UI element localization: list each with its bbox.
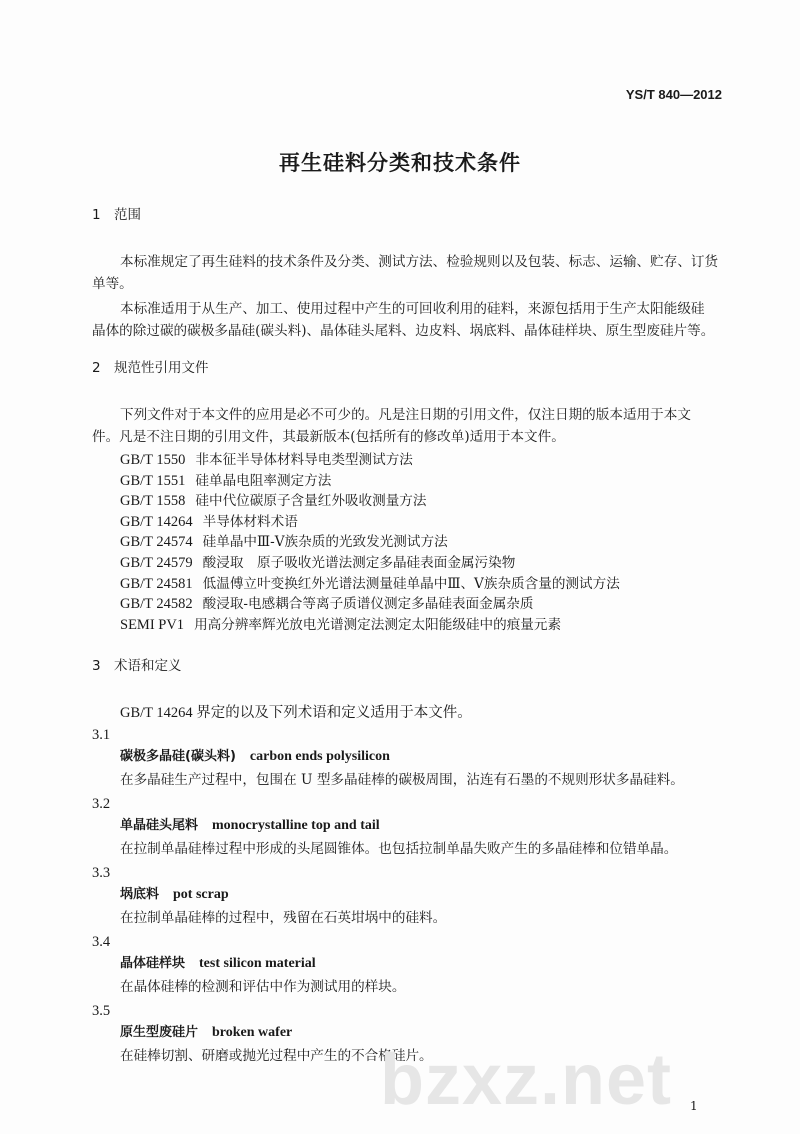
term-english: carbon ends polysilicon bbox=[249, 749, 390, 764]
page-title: 再生硅料分类和技术条件 bbox=[279, 150, 521, 175]
reference-code: GB/T 24579 bbox=[120, 555, 193, 571]
paragraph-line: 本标准适用于从生产、加工、使用过程中产生的可回收利用的硅料，来源包括用于生产太阳能级硅 bbox=[120, 301, 705, 317]
watermark: bzxz.net bbox=[380, 1040, 673, 1120]
term-chinese: 单晶硅头尾料 bbox=[120, 818, 199, 833]
reference-code: GB/T 1551 bbox=[120, 472, 186, 489]
reference-item bbox=[120, 616, 561, 634]
reference-item bbox=[120, 575, 620, 593]
term-heading bbox=[120, 1024, 292, 1042]
term-chinese: 碳极多晶硅(碳头料) bbox=[120, 749, 236, 764]
reference-title: 硅单晶中Ⅲ-Ⅴ族杂质的光致发光测试方法 bbox=[202, 534, 448, 551]
section-title: 规范性引用文件 bbox=[114, 360, 209, 376]
reference-title: 酸浸取 原子吸收光谱法测定多晶硅表面金属污染物 bbox=[202, 555, 516, 571]
paragraph-line: 本标准规定了再生硅料的技术条件及分类、测试方法、检验规则以及包装、标志、运输、贮存、订货 bbox=[120, 254, 719, 270]
paragraph-line: GB/T 14264 界定的以及下列术语和定义适用于本文件。 bbox=[120, 705, 472, 721]
reference-title: 半导体材料术语 bbox=[202, 513, 298, 530]
reference-code: GB/T 1558 bbox=[120, 493, 186, 510]
term-definition: 在拉制单晶硅棒的过程中，残留在石英坩埚中的硅料。 bbox=[120, 910, 447, 926]
reference-code: GB/T 1550 bbox=[120, 452, 186, 468]
term-english: monocrystalline top and tail bbox=[212, 818, 380, 833]
section-heading-normative-references bbox=[92, 359, 209, 377]
term-chinese: 埚底料 bbox=[120, 887, 160, 902]
section-number: 1 bbox=[92, 207, 101, 223]
term-number: 3.4 bbox=[92, 934, 111, 950]
reference-code: SEMI PV1 bbox=[120, 616, 185, 633]
reference-code: GB/T 24581 bbox=[120, 575, 193, 592]
paragraph-line: 单等。 bbox=[92, 276, 133, 292]
reference-item bbox=[120, 595, 534, 613]
page-number: 1 bbox=[690, 1099, 698, 1113]
reference-code: GB/T 24582 bbox=[120, 596, 193, 613]
term-number: 3.2 bbox=[92, 796, 111, 812]
paragraph-line: 下列文件对于本文件的应用是必不可少的。凡是注日期的引用文件，仅注日期的版本适用于本文 bbox=[120, 407, 691, 423]
reference-item bbox=[120, 513, 298, 531]
reference-title: 非本征半导体材料导电类型测试方法 bbox=[195, 452, 413, 468]
section-heading-scope bbox=[92, 206, 141, 224]
term-english: pot scrap bbox=[173, 887, 229, 902]
reference-title: 硅中代位碳原子含量红外吸收测量方法 bbox=[195, 493, 427, 510]
reference-item bbox=[120, 492, 427, 510]
term-definition: 在拉制单晶硅棒过程中形成的头尾圆锥体。也包括拉制单晶失败产生的多晶硅棒和位错单晶。 bbox=[120, 841, 678, 857]
term-number: 3.5 bbox=[92, 1003, 111, 1019]
reference-title: 酸浸取-电感耦合等离子质谱仪测定多晶硅表面金属杂质 bbox=[202, 596, 534, 613]
term-english: broken wafer bbox=[212, 1025, 293, 1040]
section-heading-terms-definitions bbox=[92, 657, 182, 675]
term-definition: 在晶体硅棒的检测和评估中作为测试用的样块。 bbox=[120, 979, 406, 995]
term-definition: 在硅棒切割、研磨或抛光过程中产生的不合格硅片。 bbox=[120, 1048, 433, 1064]
reference-item bbox=[120, 533, 448, 551]
reference-code: GB/T 24574 bbox=[120, 534, 193, 551]
reference-item bbox=[120, 472, 331, 490]
section-number: 3 bbox=[92, 658, 101, 674]
paragraph-line: 晶体的除过碳的碳极多晶硅(碳头料)、晶体硅头尾料、边皮料、埚底料、晶体硅样块、原生型废硅片等。 bbox=[92, 323, 715, 339]
reference-title: 用高分辨率辉光放电光谱测定法测定太阳能级硅中的痕量元素 bbox=[194, 616, 562, 633]
reference-item bbox=[120, 451, 413, 469]
term-definition: 在多晶硅生产过程中，包围在 U 型多晶硅棒的碳极周围，沾连有石墨的不规则形状多晶硅料。 bbox=[120, 772, 684, 788]
term-heading bbox=[120, 817, 380, 835]
term-english: test silicon material bbox=[199, 956, 316, 971]
term-heading bbox=[120, 955, 316, 973]
document-code: YS/T 840—2012 bbox=[625, 87, 722, 102]
term-heading bbox=[120, 748, 390, 766]
section-title: 术语和定义 bbox=[114, 658, 182, 674]
section-number: 2 bbox=[92, 360, 101, 376]
section-title: 范围 bbox=[114, 207, 141, 223]
reference-title: 低温傅立叶变换红外光谱法测量硅单晶中Ⅲ、Ⅴ族杂质含量的测试方法 bbox=[202, 575, 620, 592]
reference-item bbox=[120, 554, 515, 572]
reference-code: GB/T 14264 bbox=[120, 513, 193, 530]
term-chinese: 晶体硅样块 bbox=[120, 956, 186, 971]
term-heading bbox=[120, 886, 229, 904]
reference-title: 硅单晶电阻率测定方法 bbox=[195, 472, 332, 489]
term-chinese: 原生型废硅片 bbox=[120, 1025, 199, 1040]
term-number: 3.3 bbox=[92, 865, 111, 881]
term-number: 3.1 bbox=[92, 727, 111, 743]
paragraph-line: 件。凡是不注日期的引用文件，其最新版本(包括所有的修改单)适用于本文件。 bbox=[92, 429, 565, 445]
